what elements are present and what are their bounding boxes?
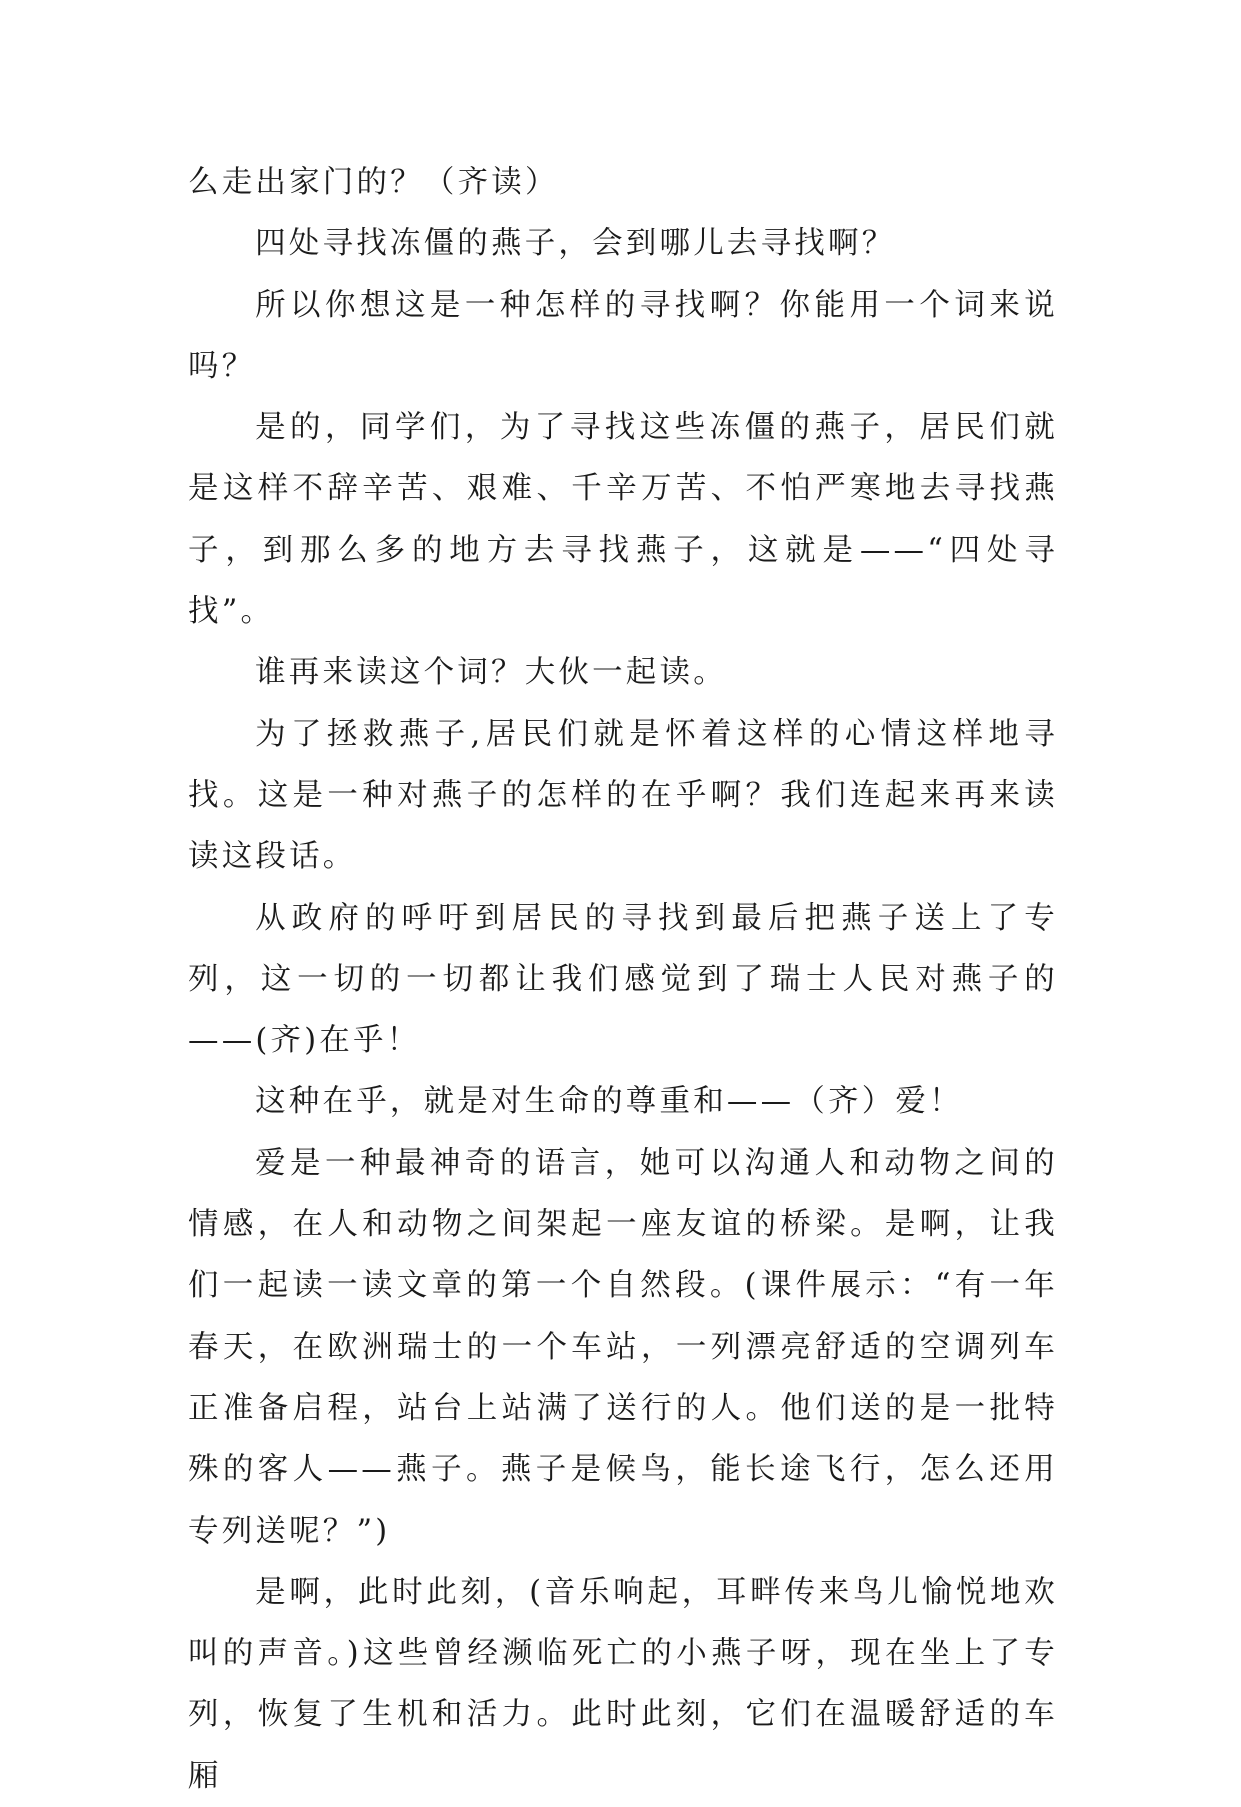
paragraph-10: 是啊，此时此刻，(音乐响起，耳畔传来鸟儿愉悦地欢叫的声音。)这些曾经濒临死亡的小燕子呀，现在坐上了专列，恢复了生机和活力。此时此刻，它们在温暖舒适的车厢 bbox=[188, 1574, 1058, 1794]
paragraph-6: 为了拯救燕子,居民们就是怀着这样的心情这样地寻找。这是一种对燕子的怎样的在乎啊？我们连起来再来读读这段话。 bbox=[188, 716, 1058, 875]
paragraph-8: 这种在乎，就是对生命的尊重和——（齐）爱！ bbox=[255, 1084, 963, 1120]
document-body bbox=[188, 152, 1058, 1807]
paragraph-2: 四处寻找冻僵的燕子，会到哪儿去寻找啊？ bbox=[255, 226, 896, 262]
paragraph-3: 所以你想这是一种怎样的寻找啊？你能用一个词来说吗？ bbox=[188, 287, 1058, 384]
paragraph-7: 从政府的呼吁到居民的寻找到最后把燕子送上了专列，这一切的一切都让我们感觉到了瑞士人民对燕子的——(齐)在乎！ bbox=[188, 900, 1058, 1059]
paragraph-9: 爱是一种最神奇的语言，她可以沟通人和动物之间的情感，在人和动物之间架起一座友谊的桥梁。是啊，让我们一起读一读文章的第一个自然段。(课件展示：“有一年春天，在欧洲瑞士的一个车站，一列漂亮舒适的空调列车正准备启程，站台上站满了送行的人。他们送的是一批特殊的客人——燕子。燕子是候鸟，能长途飞行，怎么还用专列送呢？”) bbox=[188, 1145, 1058, 1549]
paragraph-4: 是的，同学们，为了寻找这些冻僵的燕子，居民们就是这样不辞辛苦、艰难、千辛万苦、不怕严寒地去寻找燕子，到那么多的地方去寻找燕子，这就是——“四处寻找”。 bbox=[188, 410, 1058, 630]
paragraph-5: 谁再来读这个词？大伙一起读。 bbox=[255, 655, 727, 691]
paragraph-1: 么走出家门的？（齐读） bbox=[188, 165, 559, 200]
